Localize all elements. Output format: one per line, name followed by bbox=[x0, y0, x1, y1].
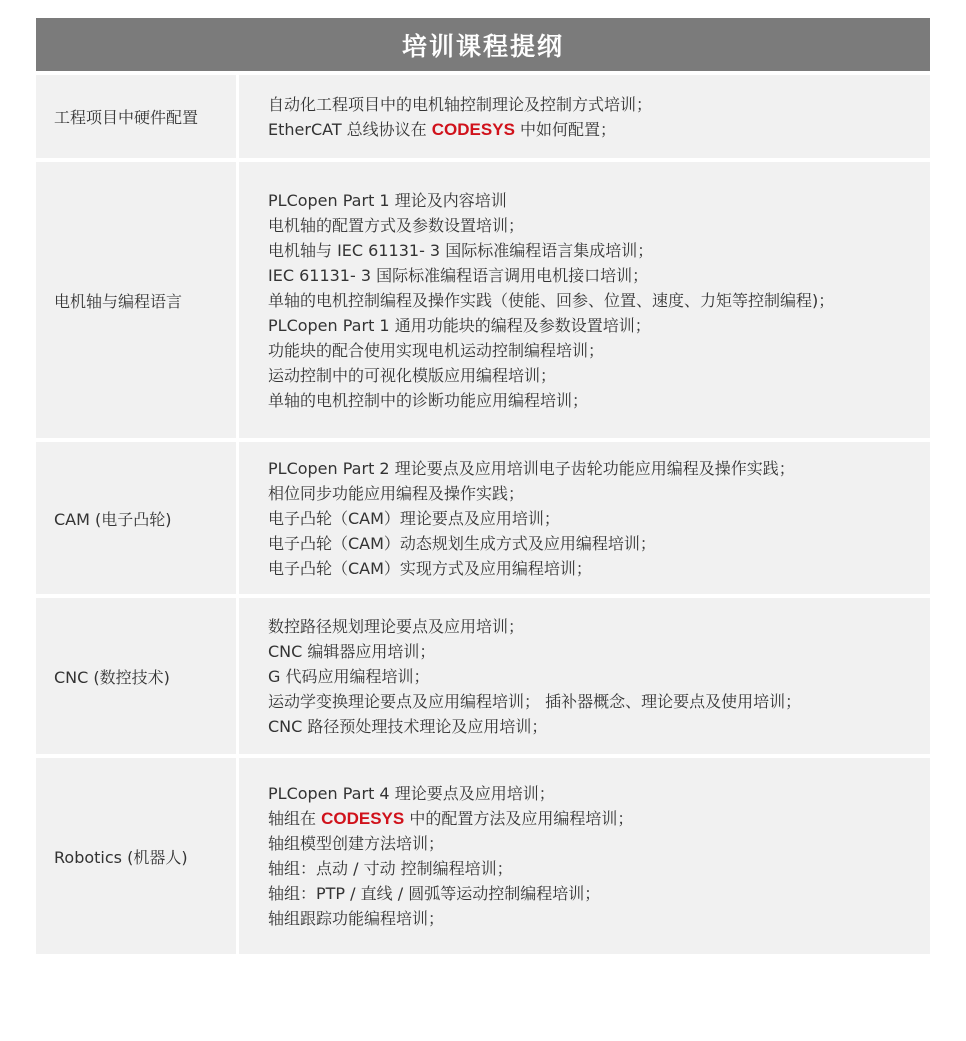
table-row bbox=[36, 758, 930, 954]
content-line: 电机轴的配置方式及参数设置培训； bbox=[268, 215, 525, 235]
table-row bbox=[36, 75, 930, 158]
content-line: 轴组跟踪功能编程培训； bbox=[268, 909, 445, 928]
content-line: CNC 路径预处理技术理论及应用培训； bbox=[268, 716, 548, 736]
content-line: PLCopen Part 1 理论及内容培训 bbox=[268, 190, 507, 210]
line-text: 中的配置方法及应用编程培训； bbox=[404, 809, 634, 828]
codesys-brand-text: CODESYS bbox=[431, 119, 515, 139]
content-cell bbox=[239, 162, 930, 438]
table-row bbox=[36, 598, 930, 754]
content-line: 运动控制中的可视化模版应用编程培训； bbox=[268, 365, 557, 385]
line-text: 中如何配置； bbox=[514, 119, 617, 139]
course-outline-table bbox=[36, 18, 930, 954]
content-line: G 代码应用编程培训； bbox=[268, 666, 430, 686]
content-cell bbox=[239, 75, 930, 158]
content-line: 电子凸轮（CAM）动态规划生成方式及应用编程培训； bbox=[268, 533, 656, 553]
content-cell bbox=[239, 758, 930, 954]
content-line: 轴组模型创建方法培训； bbox=[268, 834, 445, 853]
category-cell: 电机轴与编程语言 bbox=[36, 162, 236, 438]
category-cell: CNC (数控技术) bbox=[36, 598, 236, 754]
content-line: 单轴的电机控制中的诊断功能应用编程培训； bbox=[268, 390, 589, 410]
line-text: 轴组在 bbox=[268, 809, 322, 828]
content-line: 自动化工程项目中的电机轴控制理论及控制方式培训； bbox=[268, 94, 653, 114]
line-text: EtherCAT 总线协议在 bbox=[268, 119, 432, 139]
content-line: 功能块的配合使用实现电机运动控制编程培训； bbox=[268, 340, 605, 360]
content-line: PLCopen Part 2 理论要点及应用培训电子齿轮功能应用编程及操作实践； bbox=[268, 458, 795, 478]
content-line: 电机轴与 IEC 61131- 3 国际标准编程语言集成培训； bbox=[268, 240, 654, 260]
content-line: IEC 61131- 3 国际标准编程语言调用电机接口培训； bbox=[268, 265, 649, 285]
content-line: 单轴的电机控制编程及操作实践（使能、回参、位置、速度、力矩等控制编程)； bbox=[268, 290, 835, 310]
content-cell bbox=[239, 442, 930, 594]
table-row bbox=[36, 442, 930, 594]
codesys-brand-text: CODESYS bbox=[321, 809, 405, 828]
content-line: 电子凸轮（CAM）实现方式及应用编程培训； bbox=[268, 558, 592, 578]
content-line: 轴组：PTP / 直线 / 圆弧等运动控制编程培训； bbox=[268, 884, 601, 903]
content-cell bbox=[239, 598, 930, 754]
category-cell: 工程项目中硬件配置 bbox=[36, 75, 236, 158]
table-title: 培训课程提纲 bbox=[36, 18, 930, 71]
content-line: 数控路径规划理论要点及应用培训； bbox=[268, 616, 525, 636]
category-cell: CAM (电子凸轮) bbox=[36, 442, 236, 594]
table-row bbox=[36, 162, 930, 438]
content-line: 轴组：点动 / 寸动 控制编程培训； bbox=[268, 859, 513, 878]
content-line: 相位同步功能应用编程及操作实践； bbox=[268, 483, 525, 503]
content-line bbox=[268, 117, 930, 142]
content-line: 运动学变换理论要点及应用编程培训； 插补器概念、理论要点及使用培训； bbox=[268, 691, 802, 711]
content-line: PLCopen Part 4 理论要点及应用培训； bbox=[268, 784, 555, 803]
content-line: CNC 编辑器应用培训； bbox=[268, 641, 436, 661]
category-cell: Robotics (机器人) bbox=[36, 758, 236, 954]
content-line: 电子凸轮（CAM）理论要点及应用培训； bbox=[268, 508, 560, 528]
content-line: PLCopen Part 1 通用功能块的编程及参数设置培训； bbox=[268, 315, 651, 335]
content-line bbox=[268, 806, 930, 831]
